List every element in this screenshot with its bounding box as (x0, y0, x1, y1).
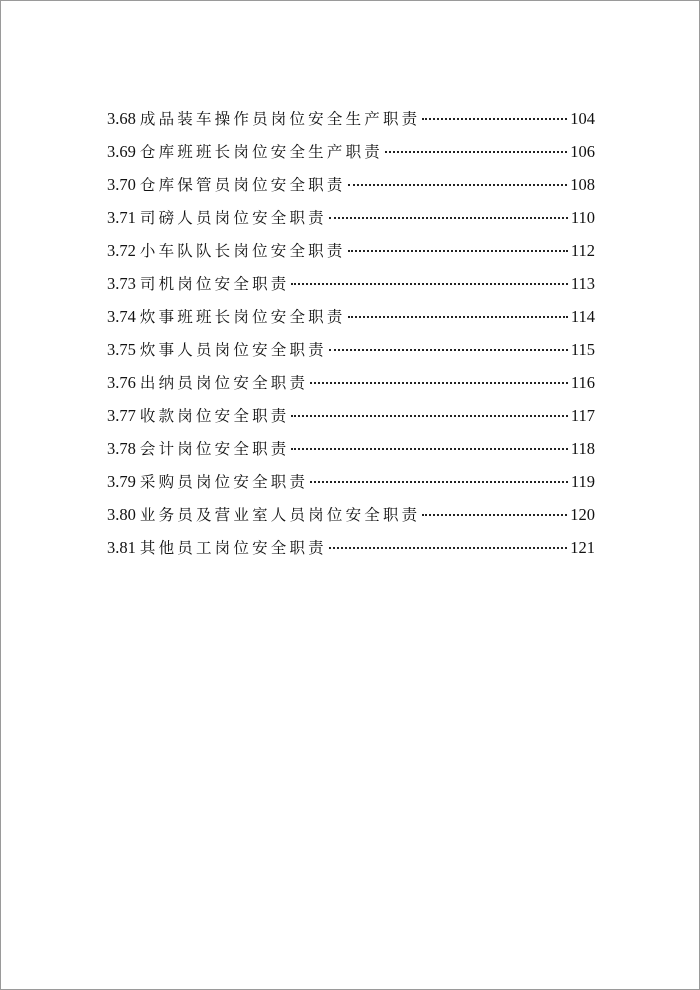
toc-entry-page: 106 (570, 142, 595, 161)
toc-entry-title: 炊事人员岗位安全职责 (139, 341, 327, 359)
dot-leader (422, 118, 567, 120)
toc-entry[interactable] (107, 336, 595, 369)
toc-entry-page: 113 (570, 274, 595, 293)
toc-entry-page: 112 (570, 241, 595, 260)
toc-entry-title: 成品装车操作员岗位安全生产职责 (139, 110, 421, 128)
toc-entry[interactable] (107, 303, 595, 336)
toc-entry-title: 采购员岗位安全职责 (139, 473, 309, 491)
toc-entry-number: 3.69 (107, 142, 136, 161)
toc-entry-title: 会计岗位安全职责 (139, 440, 290, 458)
dot-leader (310, 481, 568, 483)
toc-entry[interactable] (107, 468, 595, 501)
toc-entry-page: 116 (570, 373, 595, 392)
dot-leader (329, 217, 568, 219)
toc-entry-page: 115 (570, 340, 595, 359)
toc-entry-number: 3.71 (107, 208, 136, 227)
toc-entry-page: 114 (570, 307, 595, 326)
toc-entry-number: 3.75 (107, 340, 136, 359)
toc-entry-page: 118 (570, 439, 595, 458)
dot-leader (348, 250, 568, 252)
dot-leader (348, 184, 568, 186)
dot-leader (348, 316, 568, 318)
toc-entry-page: 108 (570, 175, 595, 194)
dot-leader (329, 547, 567, 549)
toc-entry-title: 小车队队长岗位安全职责 (139, 242, 346, 260)
toc-entry-number: 3.79 (107, 472, 136, 491)
toc-entry-number: 3.68 (107, 109, 136, 128)
toc-entry-number: 3.74 (107, 307, 136, 326)
toc-entry-number: 3.76 (107, 373, 136, 392)
toc-entry-title: 其他员工岗位安全职责 (139, 539, 327, 557)
toc-entry-number: 3.70 (107, 175, 136, 194)
toc-entry-page: 117 (570, 406, 595, 425)
toc-entry[interactable] (107, 534, 595, 567)
toc-entry[interactable] (107, 369, 595, 402)
toc-entry-page: 119 (570, 472, 595, 491)
toc-entry-page: 104 (570, 109, 595, 128)
toc-entry[interactable] (107, 402, 595, 435)
toc-entry-number: 3.78 (107, 439, 136, 458)
toc-entry[interactable] (107, 204, 595, 237)
dot-leader (291, 448, 567, 450)
toc-entry-title: 仓库班班长岗位安全生产职责 (139, 143, 383, 161)
toc-entry-number: 3.72 (107, 241, 136, 260)
toc-entry[interactable] (107, 105, 595, 138)
toc-entry-page: 121 (570, 538, 595, 557)
toc-entry-title: 司磅人员岗位安全职责 (139, 209, 327, 227)
toc-entry-title: 炊事班班长岗位安全职责 (139, 308, 346, 326)
toc-entry-title: 业务员及营业室人员岗位安全职责 (139, 506, 421, 524)
toc-entry[interactable] (107, 237, 595, 270)
toc-entry-title: 收款岗位安全职责 (139, 407, 290, 425)
toc-entry-number: 3.73 (107, 274, 136, 293)
dot-leader (310, 382, 568, 384)
toc-entry-page: 120 (570, 505, 595, 524)
toc-entry[interactable] (107, 435, 595, 468)
dot-leader (422, 514, 567, 516)
toc-entry-page: 110 (570, 208, 595, 227)
toc-entry-number: 3.81 (107, 538, 136, 557)
toc-entry-number: 3.77 (107, 406, 136, 425)
toc-entry-title: 仓库保管员岗位安全职责 (139, 176, 346, 194)
toc-entry[interactable] (107, 171, 595, 204)
toc-entry[interactable] (107, 501, 595, 534)
toc-entry[interactable] (107, 270, 595, 303)
toc-entry-title: 出纳员岗位安全职责 (139, 374, 309, 392)
dot-leader (329, 349, 568, 351)
dot-leader (291, 415, 567, 417)
dot-leader (291, 283, 567, 285)
toc-entry-number: 3.80 (107, 505, 136, 524)
dot-leader (385, 151, 567, 153)
toc-entry-title: 司机岗位安全职责 (139, 275, 290, 293)
table-of-contents (107, 105, 595, 567)
toc-entry[interactable] (107, 138, 595, 171)
